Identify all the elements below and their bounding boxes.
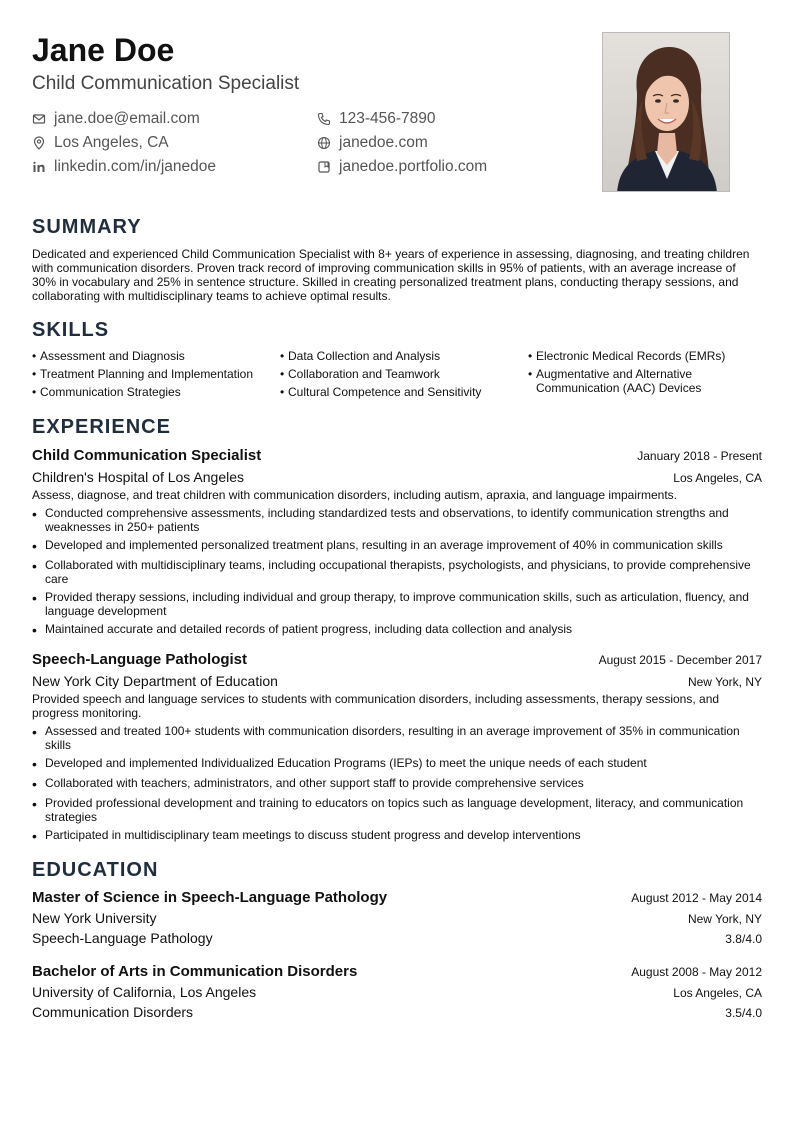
education-gpa: 3.8/4.0 — [725, 932, 762, 946]
education-degree: Master of Science in Speech-Language Pathology — [32, 889, 388, 906]
skills-grid — [32, 349, 762, 403]
skills-column — [528, 349, 762, 403]
contact-email[interactable] — [32, 108, 317, 130]
contact-linkedin-text: linkedin.com/in/janedoe — [54, 158, 216, 175]
education-location: New York, NY — [687, 912, 762, 926]
skills-column — [280, 349, 528, 403]
job-bullet-text: Developed and implemented Individualized Education Programs (IEPs) to meet the unique needs of each student — [45, 756, 647, 770]
job-bullet-text: Provided professional development and training to educators on topics such as language development, literacy, and communication strategies — [45, 796, 744, 824]
contact-location-text: Los Angeles, CA — [54, 134, 169, 151]
skill-item: • Communication Strategies — [32, 385, 181, 399]
skill-label: Data Collection and Analysis — [288, 349, 441, 363]
job-bullet: • Participated in multidisciplinary team meetings to discuss student progress and develop interventions — [32, 828, 581, 844]
education-degree: Bachelor of Arts in Communication Disorders — [32, 963, 358, 980]
job-bullet: • Collaborated with multidisciplinary teams, including occupational therapists, psychologists, and physicians, to provide comprehensive care — [32, 558, 762, 586]
job-location: New York, NY — [687, 675, 762, 689]
profile-photo-illustration — [603, 33, 730, 192]
portfolio-icon — [317, 160, 331, 174]
contact-portfolio[interactable] — [317, 156, 592, 178]
job-bullet-text: Conducted comprehensive assessments, including standardized tests and observations, to identify communication strengths and weaknesses in 250+ patients — [45, 506, 729, 534]
education-school: University of California, Los Angeles — [32, 984, 257, 1000]
skill-label: Assessment and Diagnosis — [40, 349, 185, 363]
job-description: Assess, diagnose, and treat children with communication disorders, including autism, apraxia, and language impairments. — [32, 488, 678, 502]
education-heading: EDUCATION — [32, 859, 159, 881]
job-bullet: • Developed and implemented personalized treatment plans, resulting in an average improvement of 40% in communication skills — [32, 538, 723, 554]
skill-label: Cultural Competence and Sensitivity — [288, 385, 482, 399]
job-bullet: • Conducted comprehensive assessments, including standardized tests and observations, to identify communication strengths and weaknesses in 250+ patients — [32, 506, 762, 534]
contact-location — [32, 132, 317, 154]
profile-photo — [602, 32, 730, 192]
job-bullet-text: Collaborated with teachers, administrators, and other support staff to provide comprehensive services — [45, 776, 584, 790]
job-bullet-text: Participated in multidisciplinary team meetings to discuss student progress and develop interventions — [45, 828, 581, 842]
job-bullet: • Collaborated with teachers, administrators, and other support staff to provide comprehensive services — [32, 776, 584, 792]
job-organization: Children's Hospital of Los Angeles — [32, 469, 245, 485]
skill-label: Treatment Planning and Implementation — [40, 367, 254, 381]
education-location: Los Angeles, CA — [673, 986, 762, 1000]
summary-heading: SUMMARY — [32, 216, 142, 238]
experience-heading: EXPERIENCE — [32, 416, 171, 438]
education-dates: August 2008 - May 2012 — [631, 965, 762, 979]
contact-website[interactable] — [317, 132, 592, 154]
skill-item: • Electronic Medical Records (EMRs) — [528, 349, 726, 363]
skill-item: • Treatment Planning and Implementation — [32, 367, 254, 381]
contact-phone[interactable] — [317, 108, 592, 130]
job-location: Los Angeles, CA — [673, 471, 762, 485]
skills-heading: SKILLS — [32, 319, 110, 341]
education-entry — [32, 888, 762, 948]
job-bullet: • Provided professional development and training to educators on topics such as language development, literacy, and communication strategies — [32, 796, 762, 824]
job-bullets — [32, 506, 762, 638]
education-school: New York University — [32, 910, 157, 926]
job-dates: January 2018 - Present — [637, 449, 762, 463]
skill-item: • Collaboration and Teamwork — [280, 367, 440, 381]
job-description: Provided speech and language services to students with communication disorders, including assessments, therapy sessions, and progress monitoring. — [32, 692, 720, 720]
job-dates: August 2015 - December 2017 — [598, 653, 762, 667]
candidate-title: Child Communication Specialist — [32, 73, 300, 94]
globe-icon — [317, 136, 331, 150]
job-bullets — [32, 724, 762, 844]
job-title: Speech-Language Pathologist — [32, 651, 248, 668]
skill-item: • Augmentative and Alternative Communication (AAC) Devices — [528, 367, 762, 395]
skills-column — [32, 349, 280, 403]
candidate-name: Jane Doe — [32, 32, 175, 68]
contact-website-text: janedoe.com — [339, 134, 428, 151]
skill-label: Communication Strategies — [40, 385, 181, 399]
job-bullet-text: Assessed and treated 100+ students with communication disorders, resulting in an average improvement of 35% in communication skills — [45, 724, 740, 752]
skill-label: Augmentative and Alternative Communication (AAC) Devices — [536, 367, 702, 395]
linkedin-icon — [32, 160, 46, 174]
education-dates: August 2012 - May 2014 — [631, 891, 762, 905]
job-bullet: • Developed and implemented Individualized Education Programs (IEPs) to meet the unique needs of each student — [32, 756, 647, 772]
skill-item: • Data Collection and Analysis — [280, 349, 441, 363]
job-bullet: • Provided therapy sessions, including individual and group therapy, to improve communication skills, such as articulation, fluency, and language development — [32, 590, 762, 618]
job-bullet: • Maintained accurate and detailed records of patient progress, including data collection and analysis — [32, 622, 572, 638]
education-field: Speech-Language Pathology — [32, 930, 213, 946]
skill-item: • Assessment and Diagnosis — [32, 349, 185, 363]
job-bullet-text: Collaborated with multidisciplinary teams, including occupational therapists, psychologists, and physicians, to provide comprehensive care — [45, 558, 751, 586]
education-gpa: 3.5/4.0 — [725, 1006, 762, 1020]
skill-label: Collaboration and Teamwork — [288, 367, 440, 381]
contact-list — [32, 108, 592, 178]
contact-portfolio-text: janedoe.portfolio.com — [339, 158, 488, 175]
contact-email-text: jane.doe@email.com — [54, 110, 200, 127]
contact-phone-text: 123-456-7890 — [339, 110, 436, 127]
phone-icon — [317, 112, 331, 126]
education-field: Communication Disorders — [32, 1004, 194, 1020]
skill-label: Electronic Medical Records (EMRs) — [536, 349, 726, 363]
summary-text: Dedicated and experienced Child Communication Specialist with 8+ years of experience in assessing, diagnosing, and treating children with communication disorders. Proven track record of improving communication skills in 95% of patients, with an average increase of 30% in vocabulary and 25% in sentence structure. Skilled in creating personalized treatment plans, conducting therapy sessions, and collaborating with multidisciplinary teams to achieve optimal results. — [32, 247, 750, 303]
job-title: Child Communication Specialist — [32, 447, 262, 464]
location-icon — [32, 136, 46, 150]
mail-icon — [32, 112, 46, 126]
job-bullet-text: Provided therapy sessions, including individual and group therapy, to improve communication skills, such as articulation, fluency, and language development — [45, 590, 749, 618]
education-entry — [32, 962, 762, 1022]
job-bullet-text: Developed and implemented personalized treatment plans, resulting in an average improvement of 40% in communication skills — [45, 538, 723, 552]
job-bullet-text: Maintained accurate and detailed records of patient progress, including data collection and analysis — [45, 622, 572, 636]
skill-item: • Cultural Competence and Sensitivity — [280, 385, 482, 399]
job-entry — [32, 446, 762, 642]
job-organization: New York City Department of Education — [32, 673, 278, 689]
job-entry — [32, 650, 762, 848]
job-bullet: • Assessed and treated 100+ students with communication disorders, resulting in an average improvement of 35% in communication skills — [32, 724, 762, 752]
contact-linkedin[interactable] — [32, 156, 317, 178]
